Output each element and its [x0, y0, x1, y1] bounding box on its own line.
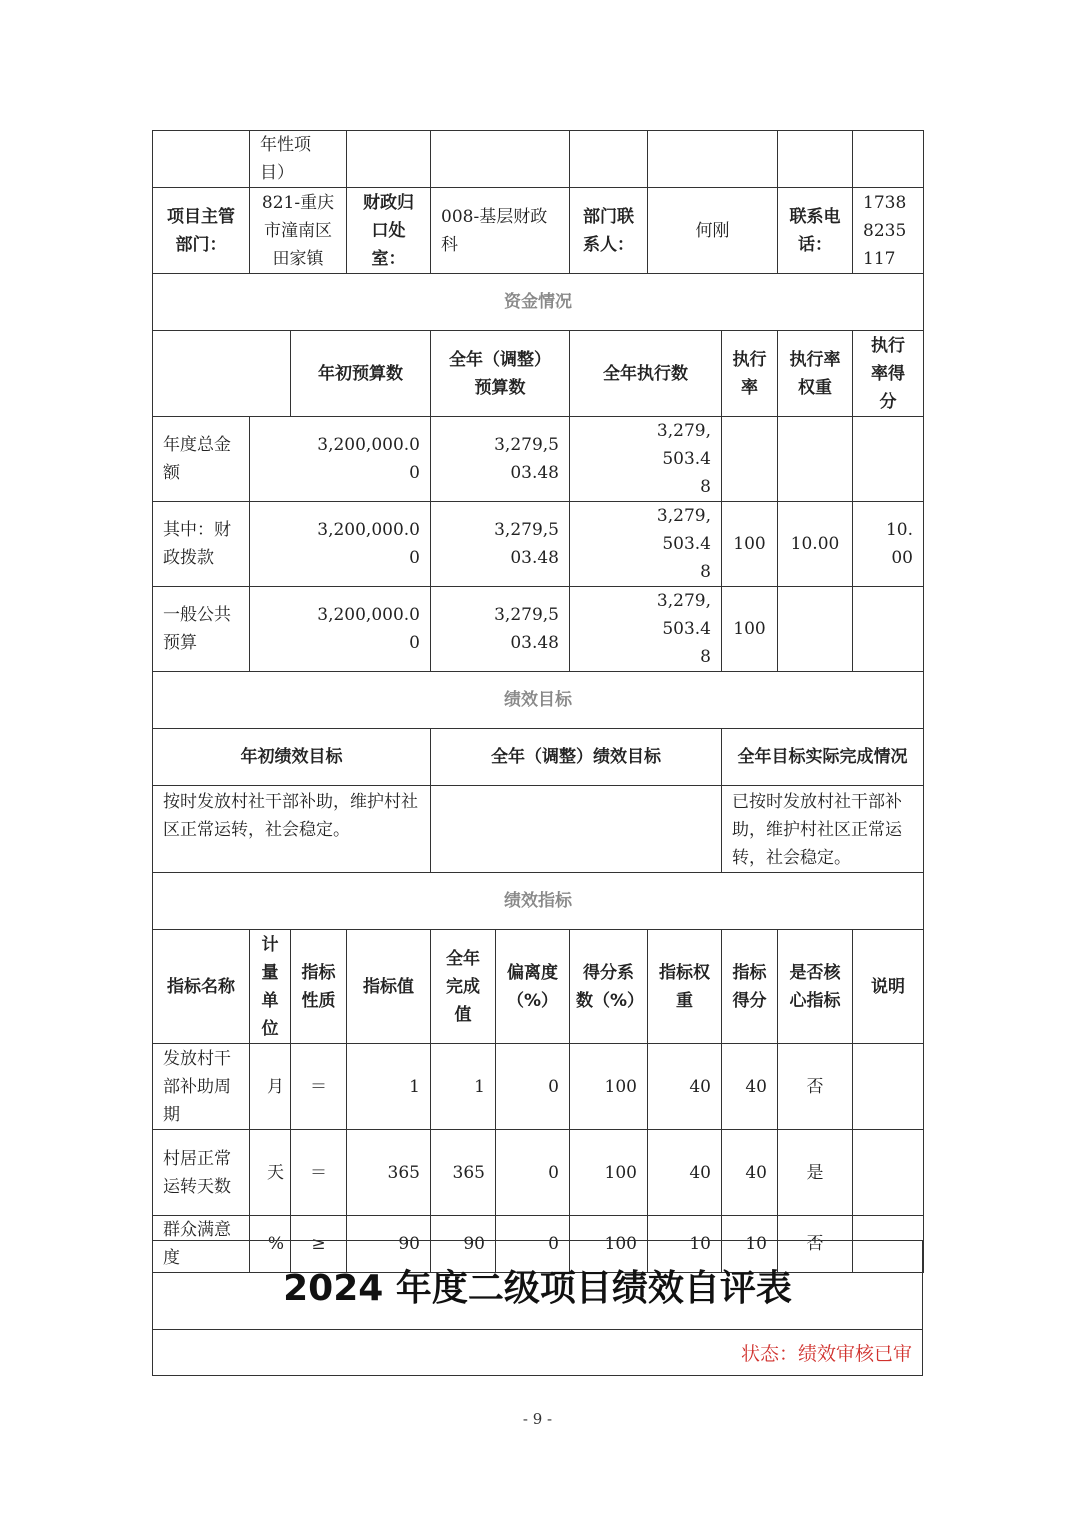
funds-header-adjusted: 全年（调整）预算数 — [431, 331, 570, 417]
indicator-row: 发放村干部补助周期 月 ＝ 1 1 0 100 40 40 否 — [153, 1044, 924, 1130]
contact-label: 部门联系人： — [570, 188, 648, 274]
finance-value: 008-基层财政科 — [431, 188, 570, 274]
funds-row: 其中：财政拨款 3,200,000.00 3,279,503.48 3,279,503.48 100 10.00 10.00 — [153, 502, 924, 587]
indicator-row: 村居正常运转天数 天 ＝ 365 365 0 100 40 40 是 — [153, 1130, 924, 1216]
goals-header-actual: 全年目标实际完成情况 — [722, 729, 924, 786]
contact-value: 何刚 — [648, 188, 778, 274]
indicator-row: 群众满意度 % ≥ 90 90 0 100 10 10 否 — [153, 1216, 924, 1273]
funds-header-empty — [153, 331, 291, 417]
indicators-header-row: 指标名称 计量单位 指标性质 指标值 全年完成值 偏离度（%） 得分系数（%） 指标权重 指标得分 是否核心指标 说明 — [153, 930, 924, 1044]
dept-value: 821-重庆市潼南区田家镇 — [250, 188, 347, 274]
funds-header-score: 执行率得分 — [853, 331, 924, 417]
goals-adjusted-text — [431, 786, 722, 873]
cont-empty-cell — [153, 131, 250, 188]
goals-initial-text: 按时发放村社干部补助，维护村社区正常运转，社会稳定。 — [153, 786, 431, 873]
phone-value: 17388235117 — [853, 188, 924, 274]
phone-label: 联系电话： — [778, 188, 853, 274]
cont-text: 年性项目） — [250, 131, 347, 188]
funds-header-initial: 年初预算数 — [291, 331, 431, 417]
indicators-section-title: 绩效指标 — [153, 873, 924, 930]
funds-header-executed: 全年执行数 — [570, 331, 722, 417]
goals-header-adjusted: 全年（调整）绩效目标 — [431, 729, 722, 786]
funds-row: 年度总金额 3,200,000.00 3,279,503.48 3,279,503.48 — [153, 417, 924, 502]
status-text: 状态：绩效审核已审 — [153, 1330, 923, 1376]
finance-label: 财政归口处室： — [347, 188, 431, 274]
page-number: - 9 - — [522, 1410, 553, 1428]
form-title-box — [152, 1240, 923, 1376]
form-title: 2024 年度二级项目绩效自评表 — [153, 1241, 923, 1330]
funds-section-title: 资金情况 — [153, 274, 924, 331]
goals-header-initial: 年初绩效目标 — [153, 729, 431, 786]
funds-header-weight: 执行率权重 — [778, 331, 853, 417]
funds-row: 一般公共预算 3,200,000.00 3,279,503.48 3,279,503.48 100 — [153, 587, 924, 672]
performance-table — [152, 130, 924, 1273]
goals-actual-text: 已按时发放村社干部补助，维护村社区正常运转，社会稳定。 — [722, 786, 924, 873]
funds-header-rate: 执行率 — [722, 331, 778, 417]
goals-section-title: 绩效目标 — [153, 672, 924, 729]
dept-label: 项目主管部门： — [153, 188, 250, 274]
